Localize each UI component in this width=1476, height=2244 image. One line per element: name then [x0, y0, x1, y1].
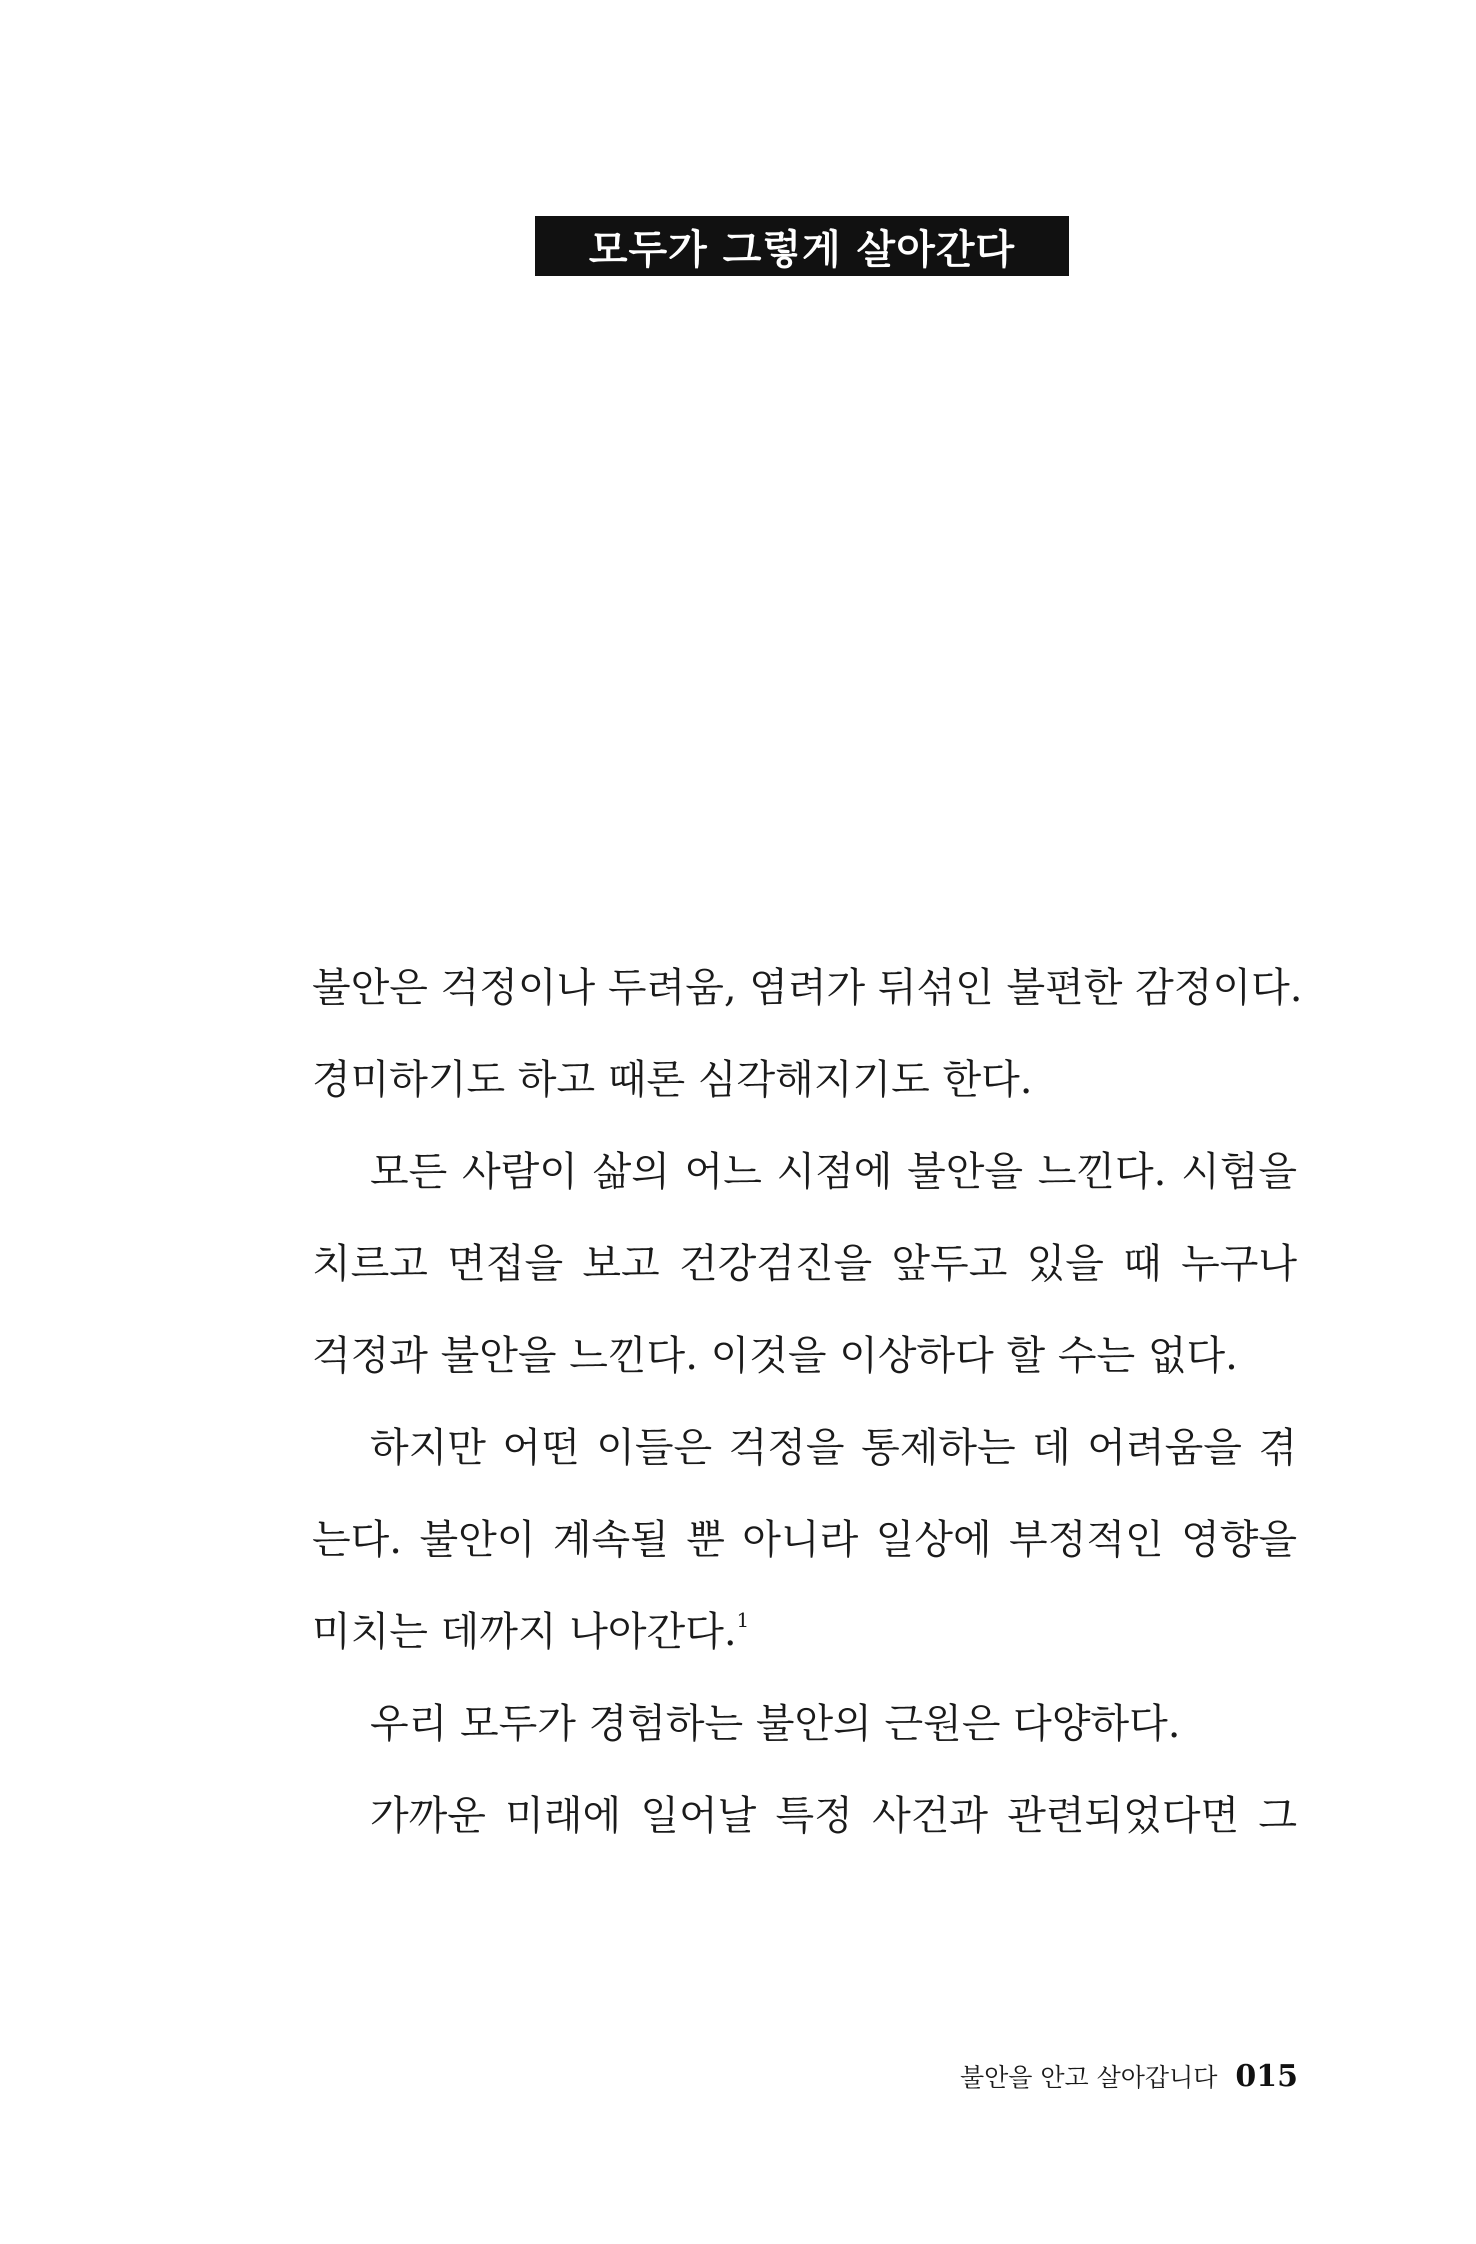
chapter-title-banner — [535, 216, 1069, 276]
paragraph-line: 치르고 면접을 보고 건강검진을 앞두고 있을 때 누구나 — [312, 1241, 1297, 1287]
paragraph-line: 불안은 걱정이나 두려움, 염려가 뒤섞인 불편한 감정이다. — [312, 965, 1303, 1011]
running-title: 불안을 안고 살아갑니다 — [959, 2063, 1218, 2092]
paragraph-line: 하지만 어떤 이들은 걱정을 통제하는 데 어려움을 겪 — [370, 1425, 1297, 1471]
paragraph-line — [312, 1599, 1297, 1691]
page-footer — [960, 2058, 1298, 2094]
paragraph-line: 걱정과 불안을 느낀다. 이것을 이상하다 할 수는 없다. — [312, 1333, 1238, 1379]
paragraph-line: 우리 모두가 경험하는 불안의 근원은 다양하다. — [370, 1701, 1181, 1747]
footnote-marker: 1 — [736, 1608, 750, 1632]
page-number: 015 — [1235, 2059, 1298, 2094]
body-text — [312, 955, 1303, 1875]
paragraph-line: 모든 사람이 삶의 어느 시점에 불안을 느낀다. 시험을 — [370, 1149, 1297, 1195]
paragraph-line-text: 미치는 데까지 나아간다. — [312, 1609, 737, 1655]
paragraph-line: 경미하기도 하고 때론 심각해지기도 한다. — [312, 1057, 1033, 1103]
chapter-title: 모두가 그렇게 살아간다 — [588, 225, 1016, 273]
paragraph-line: 는다. 불안이 계속될 뿐 아니라 일상에 부정적인 영향을 — [312, 1517, 1297, 1563]
paragraph-line: 가까운 미래에 일어날 특정 사건과 관련되었다면 그 — [370, 1793, 1297, 1839]
